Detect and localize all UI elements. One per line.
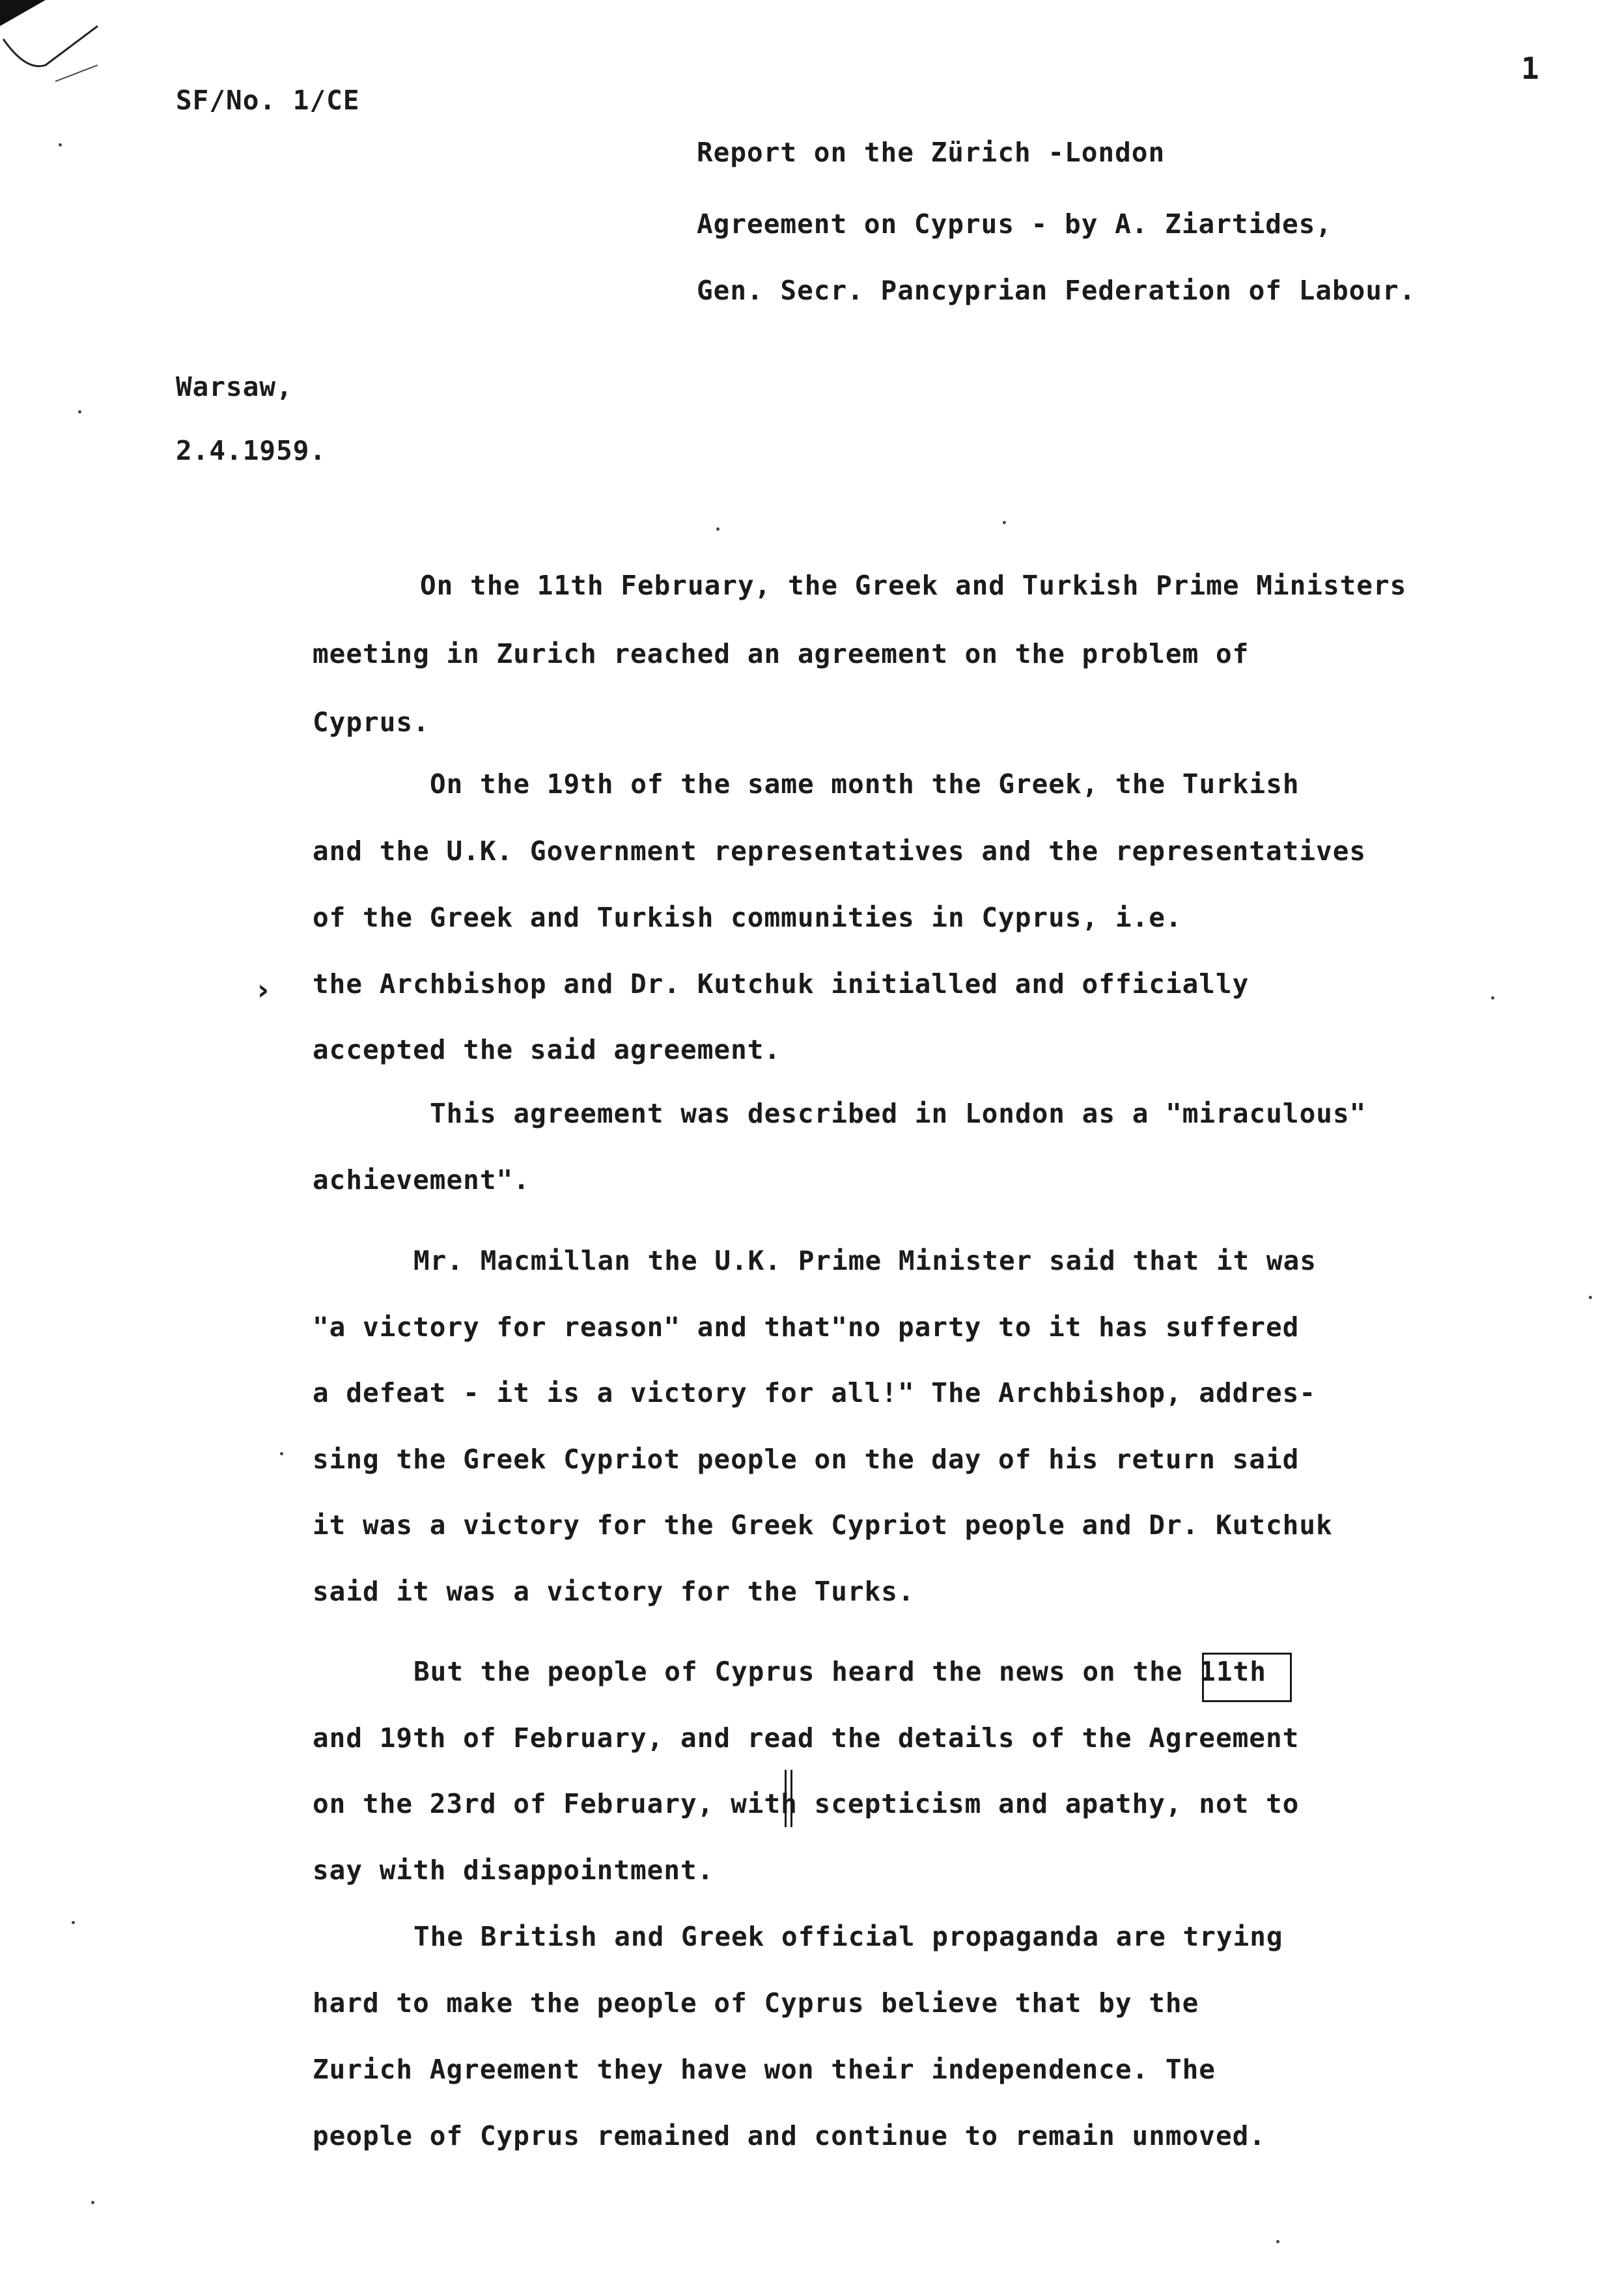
body-line: said it was a victory for the Turks.	[313, 1576, 915, 1607]
body-line: This agreement was described in London as a "miraculous"	[430, 1098, 1367, 1129]
document-place: Warsaw,	[176, 371, 293, 402]
body-line: accepted the said agreement.	[313, 1034, 781, 1065]
body-line: it was a victory for the Greek Cypriot people and Dr. Kutchuk	[313, 1509, 1333, 1541]
title-line: Agreement on Cyprus - by A. Ziartides,	[697, 208, 1332, 240]
scan-speck	[91, 2201, 94, 2204]
corner-fold-mark	[0, 0, 111, 85]
body-line: of the Greek and Turkish communities in Cyprus, i.e.	[313, 902, 1182, 933]
body-line: "a victory for reason" and that"no party to it has suffered	[313, 1311, 1300, 1343]
document-reference: SF/No. 1/CE	[176, 85, 360, 116]
body-line: on the 23rd of February, with scepticism and apathy, not to	[313, 1788, 1300, 1819]
document-date: 2.4.1959.	[176, 435, 327, 466]
scan-speck	[1589, 1296, 1592, 1299]
title-line: Gen. Secr. Pancyprian Federation of Labour.	[697, 275, 1416, 306]
margin-mark: ›	[257, 973, 270, 1007]
body-line: On the 11th February, the Greek and Turkish Prime Ministers	[420, 570, 1407, 601]
body-line: a defeat - it is a victory for all!" The Archbishop, addres-	[313, 1377, 1317, 1408]
page-number: 1	[1521, 51, 1540, 86]
body-line: achievement".	[313, 1164, 530, 1196]
scan-speck	[59, 143, 62, 147]
scan-speck	[716, 527, 720, 531]
body-line: Zurich Agreement they have won their independence. The	[313, 2054, 1216, 2085]
body-line: meeting in Zurich reached an agreement on the problem of	[313, 638, 1250, 669]
body-line: sing the Greek Cypriot people on the day of his return said	[313, 1444, 1300, 1475]
scan-speck	[72, 1921, 75, 1924]
body-line: and the U.K. Government representatives and the representatives	[313, 835, 1367, 867]
body-line: But the people of Cyprus heard the news on the 11th	[413, 1656, 1266, 1687]
scan-speck	[1276, 2240, 1279, 2243]
body-line: and 19th of February, and read the details of the Agreement	[313, 1722, 1300, 1754]
body-line: the Archbishop and Dr. Kutchuk initialled and officially	[313, 968, 1250, 1000]
scan-speck	[280, 1452, 283, 1455]
body-line: Cyprus.	[313, 707, 430, 738]
body-line: people of Cyprus remained and continue to remain unmoved.	[313, 2120, 1266, 2151]
body-line: hard to make the people of Cyprus believe that by the	[313, 1987, 1199, 2019]
scan-speck	[1003, 521, 1006, 524]
body-line: Mr. Macmillan the U.K. Prime Minister said that it was	[413, 1245, 1317, 1276]
body-line: On the 19th of the same month the Greek, the Turkish	[430, 768, 1300, 800]
scan-speck	[1491, 996, 1494, 1000]
body-line: The British and Greek official propaganda are trying	[413, 1921, 1283, 1952]
body-line: say with disappointment.	[313, 1855, 714, 1886]
scan-speck	[78, 410, 81, 413]
title-line: Report on the Zürich -London	[697, 137, 1166, 168]
